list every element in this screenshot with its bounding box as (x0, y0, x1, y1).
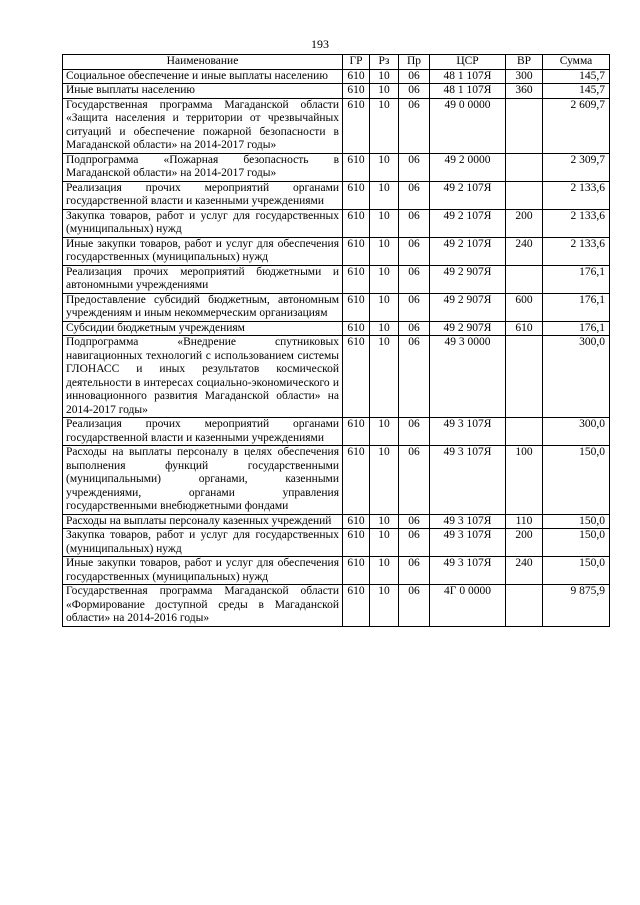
cell-pr: 06 (399, 265, 430, 293)
table-row (63, 209, 610, 237)
cell-gr: 610 (343, 237, 370, 265)
cell-rz: 10 (370, 321, 399, 336)
cell-vr (506, 265, 543, 293)
cell-gr: 610 (343, 514, 370, 529)
cell-pr: 06 (399, 181, 430, 209)
cell-rz: 10 (370, 418, 399, 446)
cell-gr: 610 (343, 321, 370, 336)
cell-sum: 9 875,9 (543, 585, 610, 627)
cell-vr: 200 (506, 209, 543, 237)
table-row (63, 529, 610, 557)
cell-gr: 610 (343, 585, 370, 627)
cell-vr: 300 (506, 69, 543, 84)
page-number: 193 (311, 37, 329, 51)
cell-sum: 2 133,6 (543, 237, 610, 265)
cell-name: Подпрограмма «Пожарная безопасность в Магаданской области» на 2014-2017 годы» (63, 153, 343, 181)
cell-rz: 10 (370, 69, 399, 84)
cell-vr: 360 (506, 84, 543, 99)
cell-name: Закупка товаров, работ и услуг для государственных (муниципальных) нужд (63, 209, 343, 237)
cell-csr: 49 2 907Я (430, 293, 506, 321)
cell-rz: 10 (370, 237, 399, 265)
cell-sum: 300,0 (543, 336, 610, 418)
cell-pr: 06 (399, 84, 430, 99)
cell-pr: 06 (399, 514, 430, 529)
cell-sum: 150,0 (543, 557, 610, 585)
cell-rz: 10 (370, 181, 399, 209)
header-pr: Пр (399, 55, 430, 70)
cell-vr (506, 336, 543, 418)
header-sum: Сумма (543, 55, 610, 70)
cell-name: Расходы на выплаты персоналу в целях обеспечения выполнения функций государственными (муниципальными) органами, казенными учреждениями, органами управления государственными внебюджетными фондами (63, 446, 343, 515)
cell-vr: 610 (506, 321, 543, 336)
header-vr: ВР (506, 55, 543, 70)
cell-vr (506, 98, 543, 153)
cell-name: Иные закупки товаров, работ и услуг для обеспечения государственных (муниципальных) нужд (63, 237, 343, 265)
cell-sum: 2 133,6 (543, 181, 610, 209)
cell-rz: 10 (370, 514, 399, 529)
cell-csr: 49 2 107Я (430, 209, 506, 237)
cell-csr: 49 3 107Я (430, 514, 506, 529)
cell-csr: 49 2 107Я (430, 237, 506, 265)
cell-vr: 110 (506, 514, 543, 529)
cell-pr: 06 (399, 98, 430, 153)
cell-sum: 150,0 (543, 529, 610, 557)
cell-pr: 06 (399, 557, 430, 585)
cell-vr: 600 (506, 293, 543, 321)
cell-rz: 10 (370, 209, 399, 237)
cell-rz: 10 (370, 153, 399, 181)
cell-sum: 2 609,7 (543, 98, 610, 153)
table-row (63, 446, 610, 515)
header-gr: ГР (343, 55, 370, 70)
cell-gr: 610 (343, 446, 370, 515)
cell-csr: 49 3 107Я (430, 557, 506, 585)
cell-gr: 610 (343, 265, 370, 293)
cell-rz: 10 (370, 529, 399, 557)
cell-gr: 610 (343, 209, 370, 237)
cell-name: Реализация прочих мероприятий органами государственной власти и казенными учреждениями (63, 418, 343, 446)
cell-csr: 49 3 107Я (430, 446, 506, 515)
cell-vr (506, 585, 543, 627)
cell-rz: 10 (370, 336, 399, 418)
cell-pr: 06 (399, 321, 430, 336)
cell-name: Реализация прочих мероприятий бюджетными и автономными учреждениями (63, 265, 343, 293)
header-name: Наименование (63, 55, 343, 70)
table-header-row (63, 55, 610, 70)
cell-csr: 49 2 907Я (430, 265, 506, 293)
table-row (63, 153, 610, 181)
cell-gr: 610 (343, 181, 370, 209)
table-row (63, 237, 610, 265)
table-row (63, 69, 610, 84)
table-row (63, 321, 610, 336)
table-row (63, 514, 610, 529)
cell-rz: 10 (370, 84, 399, 99)
table-row (63, 98, 610, 153)
cell-vr (506, 181, 543, 209)
cell-csr: 4Г 0 0000 (430, 585, 506, 627)
cell-vr (506, 153, 543, 181)
cell-csr: 49 3 107Я (430, 529, 506, 557)
cell-csr: 49 3 107Я (430, 418, 506, 446)
cell-gr: 610 (343, 418, 370, 446)
cell-name: Реализация прочих мероприятий органами государственной власти и казенными учреждениями (63, 181, 343, 209)
cell-rz: 10 (370, 98, 399, 153)
cell-name: Государственная программа Магаданской области «Формирование доступной среды в Магаданской области» на 2014-2016 годы» (63, 585, 343, 627)
cell-name: Предоставление субсидий бюджетным, автономным учреждениям и иным некоммерческим организациям (63, 293, 343, 321)
cell-pr: 06 (399, 446, 430, 515)
cell-gr: 610 (343, 69, 370, 84)
cell-pr: 06 (399, 529, 430, 557)
cell-vr: 240 (506, 557, 543, 585)
cell-rz: 10 (370, 265, 399, 293)
cell-name: Закупка товаров, работ и услуг для государственных (муниципальных) нужд (63, 529, 343, 557)
table-row (63, 293, 610, 321)
table-row (63, 585, 610, 627)
cell-name: Расходы на выплаты персоналу казенных учреждений (63, 514, 343, 529)
cell-name: Субсидии бюджетным учреждениям (63, 321, 343, 336)
cell-csr: 48 1 107Я (430, 84, 506, 99)
cell-sum: 176,1 (543, 321, 610, 336)
cell-pr: 06 (399, 209, 430, 237)
cell-vr: 200 (506, 529, 543, 557)
table-row (63, 84, 610, 99)
table-row (63, 265, 610, 293)
cell-gr: 610 (343, 557, 370, 585)
cell-sum: 2 309,7 (543, 153, 610, 181)
cell-name: Социальное обеспечение и иные выплаты населению (63, 69, 343, 84)
cell-rz: 10 (370, 585, 399, 627)
table-row (63, 181, 610, 209)
cell-csr: 49 2 0000 (430, 153, 506, 181)
cell-vr (506, 418, 543, 446)
cell-pr: 06 (399, 336, 430, 418)
cell-name: Иные закупки товаров, работ и услуг для обеспечения государственных (муниципальных) нужд (63, 557, 343, 585)
cell-rz: 10 (370, 293, 399, 321)
cell-csr: 49 0 0000 (430, 98, 506, 153)
cell-vr: 240 (506, 237, 543, 265)
cell-sum: 145,7 (543, 69, 610, 84)
cell-pr: 06 (399, 418, 430, 446)
table-row (63, 336, 610, 418)
cell-name: Иные выплаты населению (63, 84, 343, 99)
cell-name: Подпрограмма «Внедрение спутниковых навигационных технологий с использованием системы ГЛОНАСС и иных результатов космической деятельности в интересах социально-экономического и инновационного развития Магаданской области» на 2014-2017 годы» (63, 336, 343, 418)
budget-table (62, 54, 610, 627)
cell-gr: 610 (343, 336, 370, 418)
table-row (63, 418, 610, 446)
cell-csr: 48 1 107Я (430, 69, 506, 84)
cell-pr: 06 (399, 585, 430, 627)
header-csr: ЦСР (430, 55, 506, 70)
cell-csr: 49 3 0000 (430, 336, 506, 418)
cell-gr: 610 (343, 84, 370, 99)
cell-sum: 176,1 (543, 293, 610, 321)
table-body (63, 69, 610, 626)
cell-vr: 100 (506, 446, 543, 515)
cell-pr: 06 (399, 153, 430, 181)
cell-sum: 300,0 (543, 418, 610, 446)
cell-gr: 610 (343, 98, 370, 153)
table-row (63, 557, 610, 585)
cell-gr: 610 (343, 153, 370, 181)
cell-rz: 10 (370, 557, 399, 585)
cell-csr: 49 2 107Я (430, 181, 506, 209)
cell-pr: 06 (399, 69, 430, 84)
cell-pr: 06 (399, 293, 430, 321)
cell-name: Государственная программа Магаданской области «Защита населения и территории от чрезвычайных ситуаций и обеспечение пожарной безопасности в Магаданской области» на 2014-2017 годы» (63, 98, 343, 153)
header-rz: Рз (370, 55, 399, 70)
cell-sum: 150,0 (543, 514, 610, 529)
cell-gr: 610 (343, 293, 370, 321)
cell-pr: 06 (399, 237, 430, 265)
cell-gr: 610 (343, 529, 370, 557)
cell-sum: 145,7 (543, 84, 610, 99)
cell-csr: 49 2 907Я (430, 321, 506, 336)
cell-rz: 10 (370, 446, 399, 515)
cell-sum: 2 133,6 (543, 209, 610, 237)
cell-sum: 150,0 (543, 446, 610, 515)
cell-sum: 176,1 (543, 265, 610, 293)
